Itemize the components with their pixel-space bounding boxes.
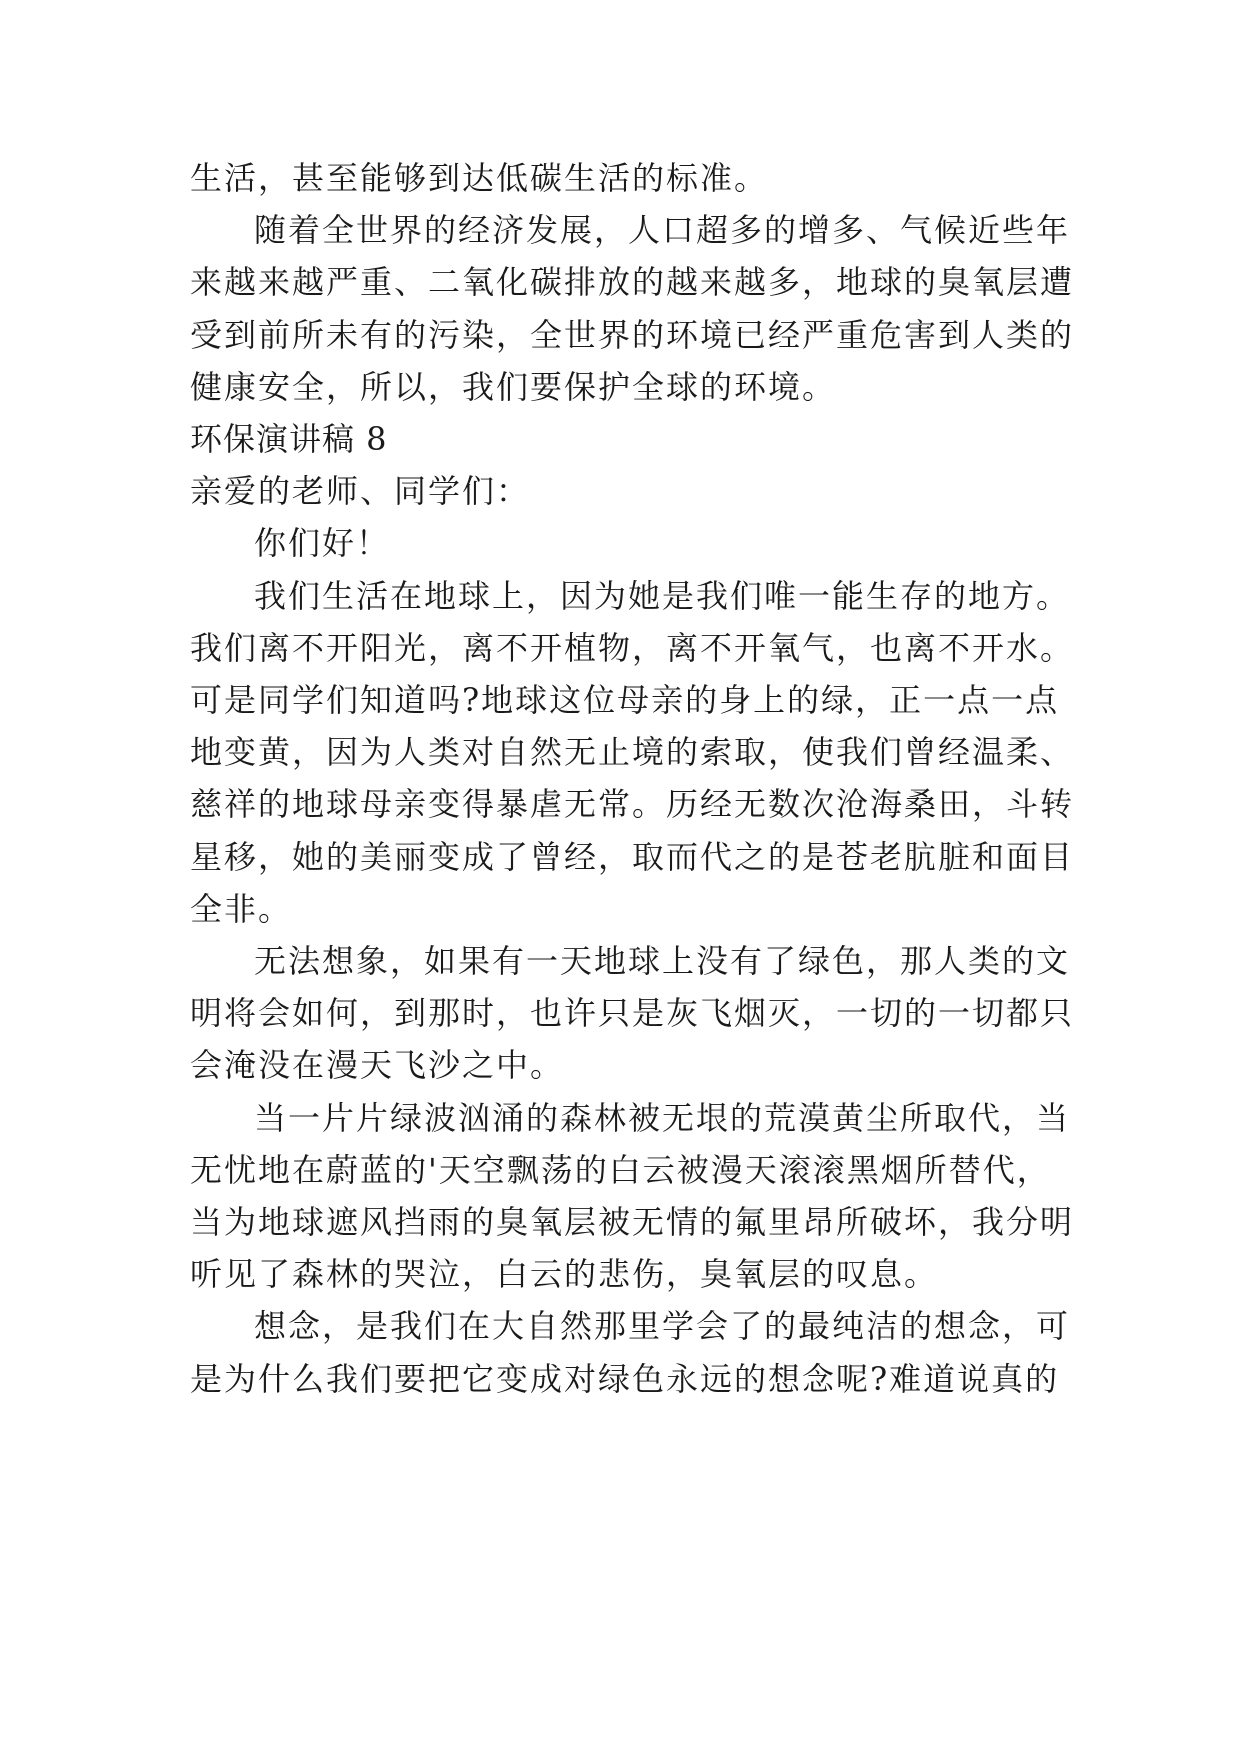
- paragraph-line: 会淹没在漫天飞沙之中。: [190, 1046, 565, 1085]
- paragraph-line: 健康安全，所以，我们要保护全球的环境。: [190, 367, 837, 406]
- paragraph-line: 无法想象，如果有一天地球上没有了绿色，那人类的文: [254, 942, 1071, 980]
- paragraph-line: 受到前所未有的污染，全世界的环境已经严重危害到人类的: [190, 315, 1075, 354]
- section-heading: 环保演讲稿 8: [190, 420, 388, 458]
- paragraph-line: 我们离不开阳光，离不开植物，离不开氧气，也离不开水。: [190, 628, 1075, 667]
- paragraph-line: 想念，是我们在大自然那里学会了的最纯洁的想念，可: [254, 1307, 1071, 1346]
- paragraph-line: 可是同学们知道吗?地球这位母亲的身上的绿，正一点一点: [190, 681, 1060, 719]
- paragraph-line: 你们好！: [254, 524, 391, 563]
- paragraph-line: 无忧地在蔚蓝的'天空飘荡的白云被漫天滚滚黑烟所替代，: [190, 1150, 1051, 1189]
- paragraph-line: 听见了森林的哭泣，白云的悲伤，臭氧层的叹息。: [190, 1255, 939, 1294]
- paragraph-line: 明将会如何，到那时，也许只是灰飞烟灭，一切的一切都只: [190, 994, 1075, 1033]
- paragraph-line: 地变黄，因为人类对自然无止境的索取，使我们曾经温柔、: [190, 733, 1075, 772]
- paragraph-line: 亲爱的老师、同学们：: [190, 472, 531, 511]
- paragraph-line: 当为地球遮风挡雨的臭氧层被无情的氟里昂所破坏，我分明: [190, 1203, 1075, 1241]
- paragraph-line: 是为什么我们要把它变成对绿色永远的想念呢?难道说真的: [190, 1359, 1060, 1398]
- paragraph-line: 我们生活在地球上，因为她是我们唯一能生存的地方。: [254, 576, 1071, 615]
- paragraph-line: 慈祥的地球母亲变得暴虐无常。历经无数次沧海桑田，斗转: [190, 785, 1075, 824]
- paragraph-line: 全非。: [190, 889, 293, 928]
- paragraph-line: 来越来越严重、二氧化碳排放的越来越多，地球的臭氧层遭: [190, 263, 1075, 302]
- paragraph-line: 随着全世界的经济发展，人口超多的增多、气候近些年: [254, 211, 1071, 250]
- paragraph-line: 当一片片绿波汹涌的森林被无垠的荒漠黄尘所取代，当: [254, 1098, 1071, 1137]
- paragraph-line: 生活，甚至能够到达低碳生活的标准。: [190, 159, 769, 197]
- paragraph-line: 星移，她的美丽变成了曾经，取而代之的是苍老肮脏和面目: [190, 837, 1075, 876]
